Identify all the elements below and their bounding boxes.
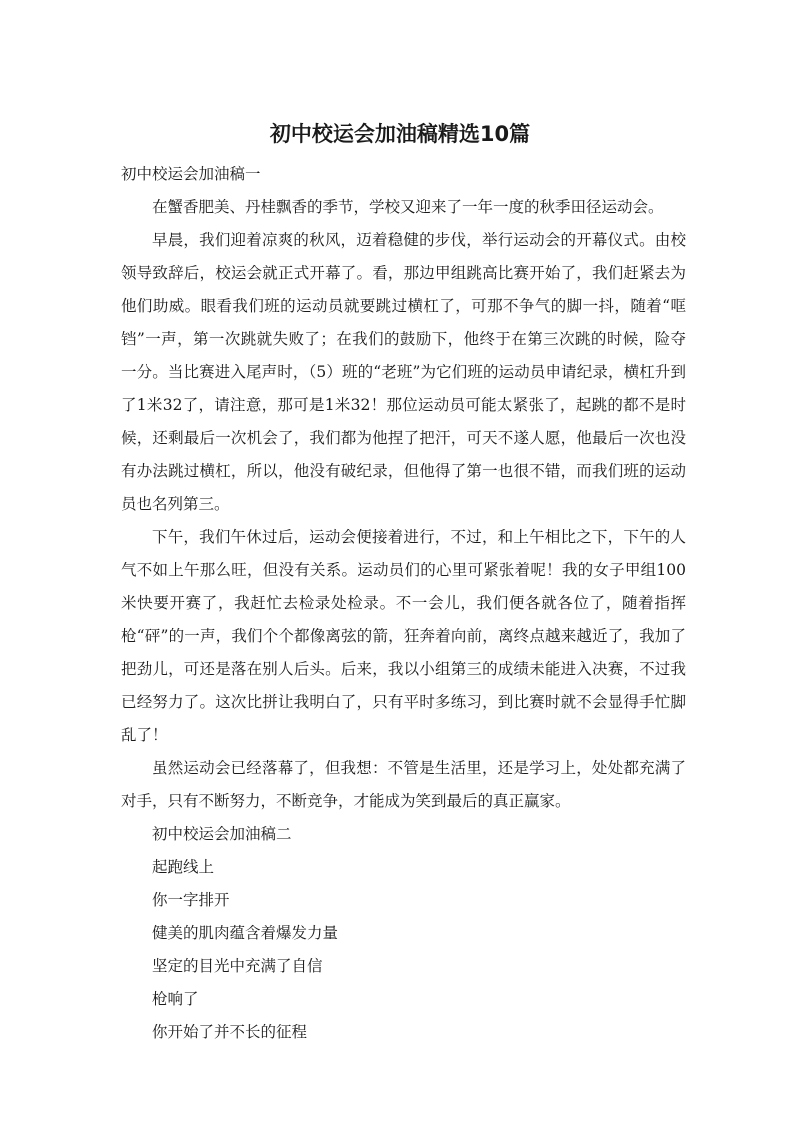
document-title: 初中校运会加油稿精选10篇 bbox=[269, 122, 531, 146]
poem-line: 坚定的目光中充满了自信 bbox=[152, 957, 323, 975]
paragraph: 早晨，我们迎着凉爽的秋风，迈着稳健的步伐，举行运动会的开幕仪式。由校领导致辞后，校运会就正式开幕了。看，那边甲组跳高比赛开始了，我们赶紧去为他们助威。眼看我们班的运动员就要跳过横杠了，可那不争气的脚一抖，随着“哐铛”一声，第一次跳就失败了；在我们的鼓励下，他终于在第三次跳的时候，险夺一分。当比赛进入尾声时，（5）班的“老班”为它们班的运动员申请纪录，横杠升到了1米32了，请注意，那可是1米32！那位运动员可能太紧张了，起跳的都不是时候，还剩最后一次机会了，我们都为他捏了把汗，可天不遂人愿，他最后一次也没有办法跳过横杠，所以，他没有破纪录，但他得了第一也很不错，而我们班的运动员也名列第三。 bbox=[121, 231, 686, 513]
poem-line: 你开始了并不长的征程 bbox=[152, 1023, 308, 1041]
poem-line: 你一字排开 bbox=[152, 891, 230, 909]
paragraph: 在蟹香肥美、丹桂飘香的季节，学校又迎来了一年一度的秋季田径运动会。 bbox=[152, 198, 664, 216]
document-body bbox=[121, 158, 686, 1049]
poem-line: 健美的肌肉蕴含着爆发力量 bbox=[152, 924, 339, 942]
paragraph: 下午，我们午休过后，运动会便接着进行，不过，和上午相比之下，下午的人气不如上午那么旺，但没有关系。运动员们的心里可紧张着呢！我的女子甲组100米快要开赛了，我赶忙去检录处检录。不一会儿，我们便各就各位了，随着指挥枪“砰”的一声，我们个个都像离弦的箭，狂奔着向前，离终点越来越近了，我加了把劲儿，可还是落在别人后头。后来，我以小组第三的成绩未能进入决赛，不过我已经努力了。这次比拼让我明白了，只有平时多练习，到比赛时就不会显得手忙脚乱了！ bbox=[121, 528, 686, 744]
paragraph: 虽然运动会已经落幕了，但我想：不管是生活里，还是学习上，处处都充满了对手，只有不断努力，不断竞争，才能成为笑到最后的真正赢家。 bbox=[121, 759, 686, 810]
section-heading-2: 初中校运会加油稿二 bbox=[152, 825, 292, 843]
poem-line: 起跑线上 bbox=[152, 858, 215, 876]
section-heading-1: 初中校运会加油稿一 bbox=[121, 165, 261, 183]
poem-line: 枪响了 bbox=[152, 990, 199, 1008]
